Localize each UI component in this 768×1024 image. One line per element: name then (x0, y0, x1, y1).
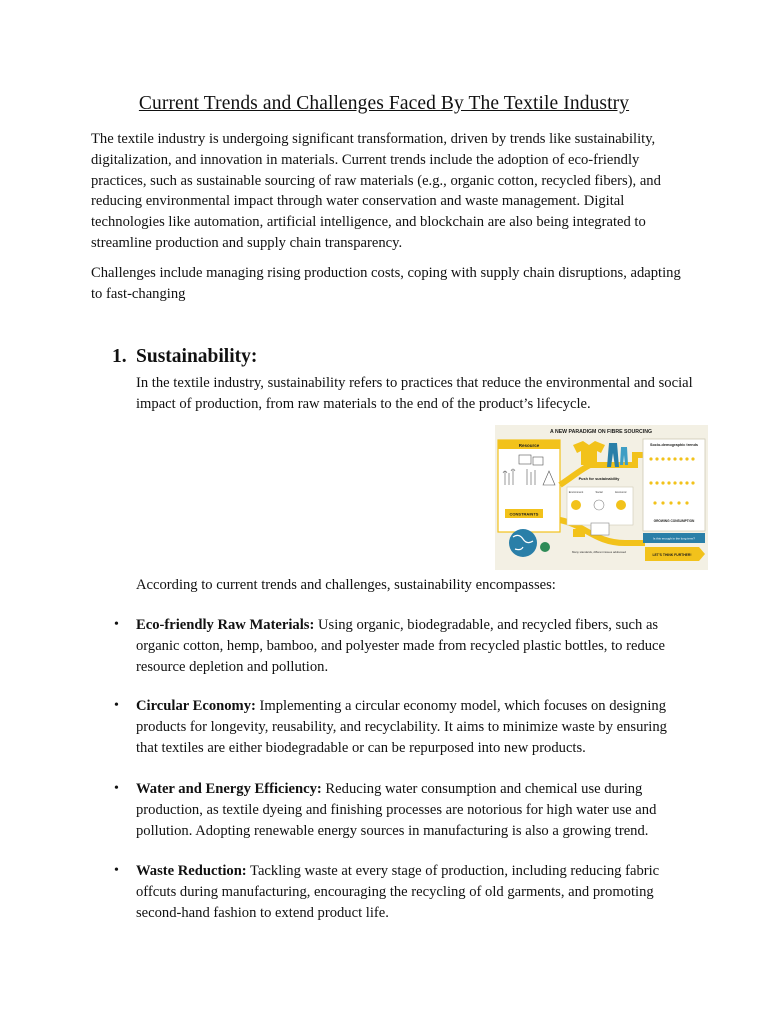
list-item-term: Circular Economy: (136, 698, 256, 714)
resource-panel (498, 440, 560, 532)
leaf-icon (540, 542, 550, 552)
intro-paragraph: The textile industry is undergoing significant transformation, driven by trends like sustainability, digitalization, and innovation in materials. Current trends include the adoption of eco-friendly practices, such as sustainable sourcing of raw materials (e.g., organic cotton, recycled fibers), and reducing environmental impact through water conservation and waste management. Digital technologies like automation, artificial intelligence, and blockchain are also being integrated to streamline production and supply chain transparency. (91, 131, 661, 251)
growing-label: GROWING CONSUMPTION (653, 519, 695, 523)
pillar-economic: Economic (615, 491, 627, 494)
document-title: Current Trends and Challenges Faced By The Textile Industry (138, 93, 630, 114)
environment-icon (571, 500, 581, 510)
constraints-label: CONSTRAINTS (509, 511, 539, 517)
bullet-dot-icon: • (114, 617, 119, 632)
list-item-term: Eco-friendly Raw Materials: (136, 617, 315, 633)
bullet-dot-icon: • (114, 781, 119, 796)
challenges-paragraph: Challenges include managing rising production costs, coping with supply chain disruptions, adapting to fast-changing (91, 265, 681, 302)
section-lead-in: According to current trends and challenges, sustainability encompasses: (136, 577, 556, 593)
list-item-text: Tackling waste at every stage of production, including reducing fabric offcuts during manufacturing, encouraging the recycling of old garments, and promoting second-hand fashion to extend product life. (136, 863, 660, 921)
economic-icon (616, 500, 626, 510)
section-heading-sustainability (112, 346, 257, 368)
list-item-term: Waste Reduction: (136, 863, 247, 879)
pillar-environment: Environment (568, 491, 584, 494)
social-icon (594, 500, 604, 510)
section-heading-text: Sustainability: (136, 346, 258, 367)
list-item (114, 696, 686, 758)
list-item (114, 779, 686, 841)
list-item-text: Implementing a circular economy model, which focuses on designing products for longevity, reusability, and recyclability. It aims to minimize waste by ensuring that textiles are either biodegradable or can be repurposed into new products. (136, 698, 667, 756)
fibre-sourcing-infographic (495, 425, 708, 570)
list-item (114, 861, 686, 923)
section-number: 1. (112, 346, 127, 367)
bullet-dot-icon: • (114, 698, 119, 713)
bullet-dot-icon: • (114, 863, 119, 878)
globe-icon (509, 529, 537, 557)
certificate-icon (591, 523, 609, 535)
push-label: Push for sustainability (578, 477, 620, 481)
list-item-term: Water and Energy Efficiency: (136, 781, 322, 797)
socio-label: Socio-demographic trends (649, 443, 699, 447)
list-item-text: Using organic, biodegradable, and recycled fibers, such as organic cotton, hemp, bamboo, and polyester made from recycled plastic bottles, to reduce resource depletion and pollution. (136, 617, 665, 675)
standards-label: Many standards, different issues addressed (571, 550, 627, 554)
label-tag-icon (573, 529, 585, 537)
think-label: LET'S THINK FURTHER! (652, 553, 692, 557)
question-label: Is this enough in the long term? (653, 536, 695, 541)
list-item-text: Reducing water consumption and chemical use during production, as textile dyeing and finishing processes are notorious for high water use and pollution. Adopting renewable energy sources in manufacturing is also a growing trend. (136, 781, 657, 839)
resource-label: Resource (518, 443, 540, 448)
infographic-svg (495, 425, 708, 570)
section-description: In the textile industry, sustainability refers to practices that reduce the environmental and social impact of production, from raw materials to the end of the product’s lifecycle. (136, 375, 693, 412)
list-item (114, 615, 686, 677)
socio-panel (643, 439, 705, 531)
infographic-title: A NEW PARADIGM ON FIBRE SOURCING (549, 429, 653, 435)
pillar-social: Social (595, 491, 603, 494)
